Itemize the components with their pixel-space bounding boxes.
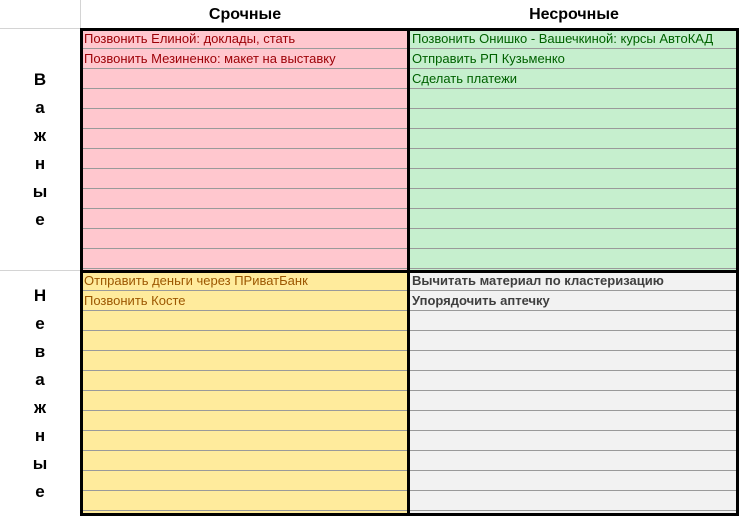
side-label-letter: а: [35, 97, 45, 117]
task-cell[interactable]: [409, 89, 739, 109]
header-not-urgent[interactable]: Несрочные: [529, 6, 619, 23]
task-cell[interactable]: [81, 491, 409, 511]
task-cell[interactable]: [81, 411, 409, 431]
side-label-letter: ж: [33, 125, 47, 145]
side-label-letter: е: [35, 481, 45, 501]
task-cell[interactable]: [81, 169, 409, 189]
task-cell[interactable]: [81, 209, 409, 229]
task-cell[interactable]: Позвонить Мезиненко: макет на выставку: [81, 49, 409, 69]
task-cell[interactable]: [81, 371, 409, 391]
side-label-letter: Н: [33, 285, 47, 305]
task-cell[interactable]: Отправить деньги через ПРиватБанк: [81, 271, 409, 291]
side-label-important[interactable]: [0, 29, 81, 271]
side-label-letter: а: [35, 369, 45, 389]
quadrant-not-urgent-important: [409, 29, 739, 271]
side-label-letter: н: [34, 425, 46, 445]
task-cell[interactable]: [409, 391, 739, 411]
task-cell[interactable]: [81, 311, 409, 331]
header-corner-cell[interactable]: [0, 0, 81, 29]
quadrant-urgent-important: [81, 29, 409, 271]
task-cell[interactable]: [409, 471, 739, 491]
task-cell[interactable]: [81, 391, 409, 411]
task-cell[interactable]: [409, 169, 739, 189]
task-cell[interactable]: [409, 491, 739, 511]
frame-border-left: [80, 28, 83, 516]
task-cell[interactable]: [409, 411, 739, 431]
task-cell[interactable]: [409, 331, 739, 351]
header-urgent[interactable]: Срочные: [208, 6, 282, 23]
task-cell[interactable]: [409, 431, 739, 451]
side-label-letter: ы: [32, 181, 48, 201]
quadrant-not-urgent-not-important: [409, 271, 739, 516]
task-cell[interactable]: [81, 431, 409, 451]
task-cell[interactable]: Позвонить Косте: [81, 291, 409, 311]
task-cell[interactable]: [409, 209, 739, 229]
task-cell[interactable]: [409, 109, 739, 129]
task-cell[interactable]: [81, 89, 409, 109]
task-cell[interactable]: Упорядочить аптечку: [409, 291, 739, 311]
side-label-not-important[interactable]: [0, 271, 81, 516]
side-label-letter: ж: [33, 397, 47, 417]
side-label-letter: е: [35, 209, 45, 229]
task-cell[interactable]: [81, 109, 409, 129]
task-cell[interactable]: Позвонить Онишко - Вашечкиной: курсы АвтоКАД: [409, 29, 739, 49]
task-cell[interactable]: [409, 229, 739, 249]
frame-border-center: [407, 28, 410, 516]
task-cell[interactable]: [409, 451, 739, 471]
task-cell[interactable]: [81, 69, 409, 89]
side-label-letter: н: [34, 153, 46, 173]
task-cell[interactable]: [409, 371, 739, 391]
task-cell[interactable]: [81, 451, 409, 471]
task-cell[interactable]: [409, 129, 739, 149]
task-cell[interactable]: [409, 351, 739, 371]
task-cell[interactable]: [81, 331, 409, 351]
task-cell[interactable]: Отправить РП Кузьменко: [409, 49, 739, 69]
task-cell[interactable]: [81, 189, 409, 209]
task-cell[interactable]: [409, 149, 739, 169]
task-cell[interactable]: [81, 149, 409, 169]
task-cell[interactable]: Сделать платежи: [409, 69, 739, 89]
task-cell[interactable]: [409, 249, 739, 269]
side-label-letter: в: [34, 341, 46, 361]
quadrant-urgent-not-important: [81, 271, 409, 516]
side-label-letter: В: [33, 69, 47, 89]
task-cell[interactable]: [81, 229, 409, 249]
task-cell[interactable]: Вычитать материал по кластеризацию: [409, 271, 739, 291]
task-cell[interactable]: [81, 471, 409, 491]
side-label-letter: е: [35, 313, 45, 333]
task-cell[interactable]: [409, 311, 739, 331]
side-label-letter: ы: [32, 453, 48, 473]
task-cell[interactable]: [81, 351, 409, 371]
task-cell[interactable]: [81, 249, 409, 269]
task-cell[interactable]: [409, 189, 739, 209]
task-cell[interactable]: [81, 129, 409, 149]
task-cell[interactable]: Позвонить Елиной: доклады, стать: [81, 29, 409, 49]
